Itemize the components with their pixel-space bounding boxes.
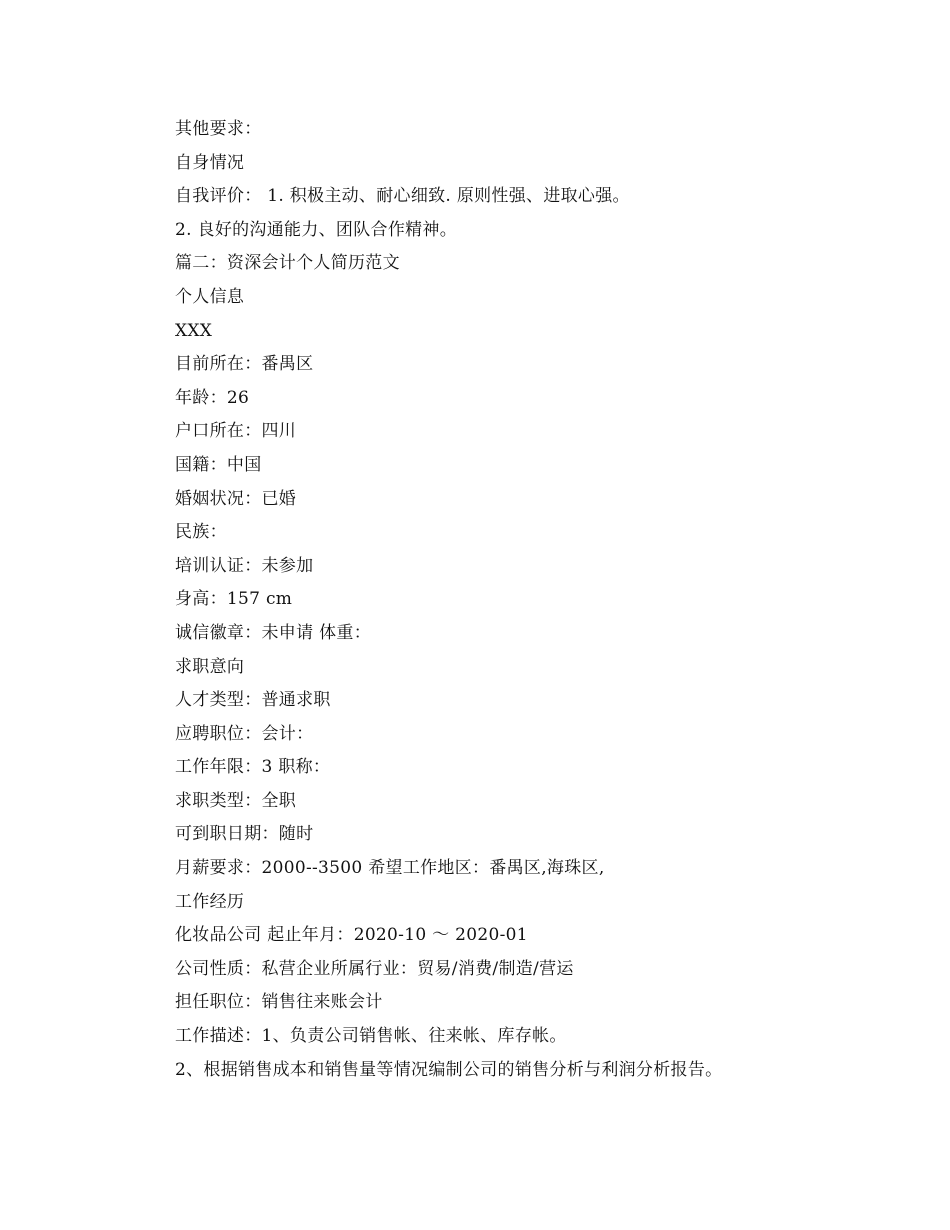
text-line: 化妆品公司 起止年月：2020-10 ～ 2020-01 bbox=[175, 925, 528, 946]
section-heading: 个人信息 bbox=[175, 286, 245, 307]
text-line: 2. 良好的沟通能力、团队合作精神。 bbox=[175, 219, 458, 240]
text-line: 人才类型：普通求职 bbox=[175, 690, 331, 711]
text-line: 其他要求： bbox=[175, 119, 262, 139]
text-line: 年龄：26 bbox=[175, 387, 250, 408]
text-line: 自我评价： 1. 积极主动、耐心细致. 原则性强、进取心强。 bbox=[175, 186, 630, 207]
text-line: 诚信徽章：未申请 体重： bbox=[175, 622, 372, 643]
section-heading: 工作经历 bbox=[175, 891, 245, 912]
text-line: 婚姻状况：已婚 bbox=[175, 488, 297, 509]
text-line: 目前所在：番禺区 bbox=[175, 354, 314, 375]
text-line: 身高：157 cm bbox=[175, 589, 293, 610]
text-line: 2、根据销售成本和销售量等情况编制公司的销售分析与利润分析报告。 bbox=[175, 1059, 723, 1080]
text-line: 工作描述：1、负责公司销售帐、往来帐、库存帐。 bbox=[175, 1026, 567, 1047]
section-heading: 求职意向 bbox=[175, 656, 245, 677]
text-line: 求职类型：全职 bbox=[175, 790, 297, 811]
text-line: 工作年限：3 职称： bbox=[175, 757, 331, 778]
text-line: 民族： bbox=[175, 522, 227, 543]
text-line: XXX bbox=[175, 320, 213, 341]
text-line: 户口所在：四川 bbox=[175, 421, 297, 442]
text-line: 月薪要求：2000--3500 希望工作地区：番禺区,海珠区, bbox=[175, 858, 605, 879]
section-heading: 篇二：资深会计个人简历范文 bbox=[175, 253, 400, 274]
text-line: 自身情况 bbox=[175, 152, 245, 173]
text-line: 应聘职位：会计： bbox=[175, 723, 314, 744]
text-line: 国籍：中国 bbox=[175, 454, 262, 475]
text-line: 可到职日期：随时 bbox=[175, 824, 314, 845]
text-line: 公司性质：私营企业所属行业：贸易/消费/制造/营运 bbox=[175, 958, 574, 979]
document-body bbox=[175, 113, 875, 1087]
text-line: 担任职位：销售往来账会计 bbox=[175, 992, 383, 1013]
text-line: 培训认证：未参加 bbox=[175, 555, 314, 576]
